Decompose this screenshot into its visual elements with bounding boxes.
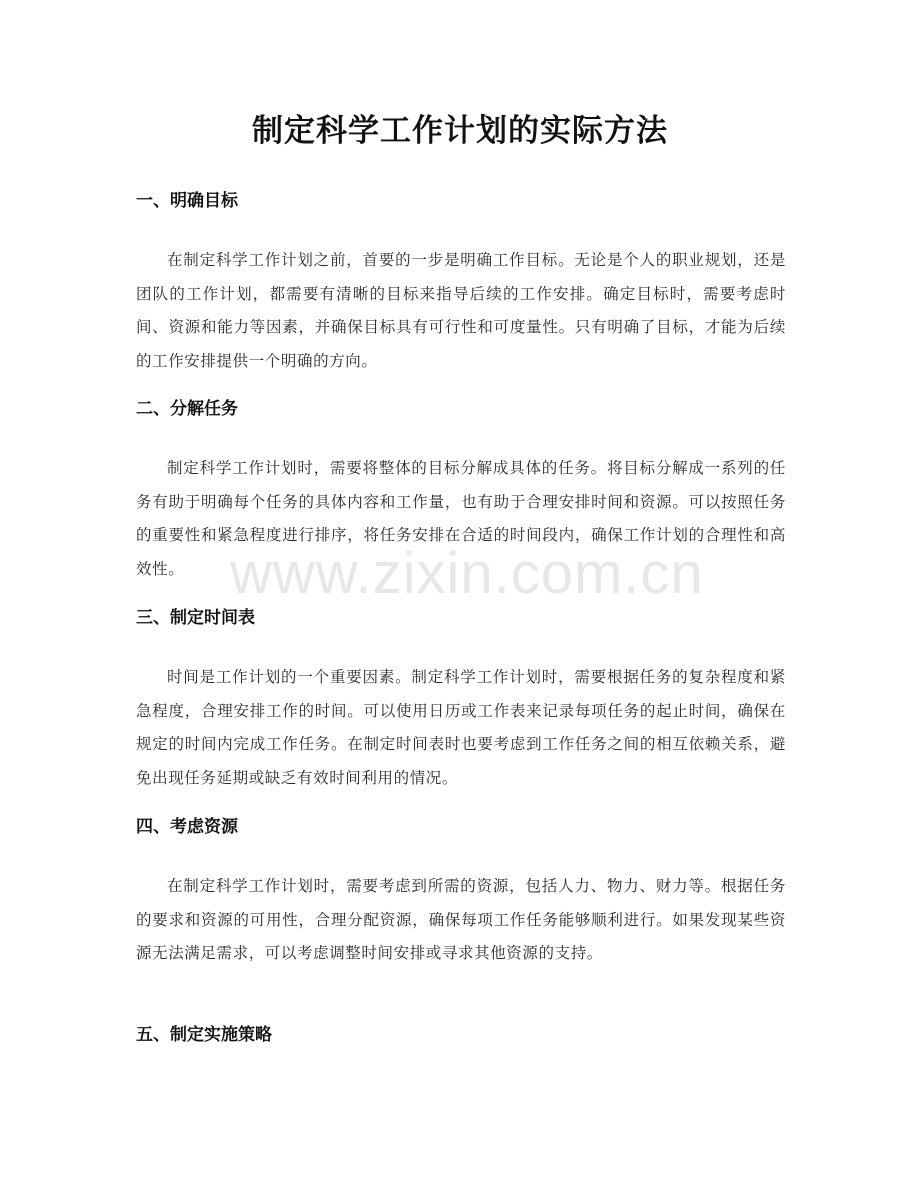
section-heading: 五、制定实施策略 (136, 1025, 272, 1045)
section-1 (136, 188, 786, 378)
document-title: 制定科学工作计划的实际方法 (252, 113, 668, 149)
section-heading: 四、考虑资源 (136, 817, 238, 837)
watermark: www.zixin.com.cn (230, 541, 704, 606)
section-paragraph: 制定科学工作计划时，需要将整体的目标分解成具体的任务。将目标分解成一系列的任务有助于明确每个任务的具体内容和工作量，也有助于合理安排时间和资源。可以按照任务的重要性和紧急程度进行排序，将任务安排在合适的时间段内，确保工作计划的合理性和高效性。 (136, 459, 786, 578)
section-paragraph: 时间是工作计划的一个重要因素。制定科学工作计划时，需要根据任务的复杂程度和紧急程度，合理安排工作的时间。可以使用日历或工作表来记录每项任务的起止时间，确保在规定的时间内完成工作任务。在制定时间表时也要考虑到工作任务之间的相互依赖关系，避免出现任务延期或缺乏有效时间利用的情况。 (136, 668, 786, 787)
section-paragraph: 在制定科学工作计划时，需要考虑到所需的资源，包括人力、物力、财力等。根据任务的要求和资源的可用性，合理分配资源，确保每项工作任务能够顺利进行。如果发现某些资源无法满足需求，可以考虑调整时间安排或寻求其他资源的支持。 (136, 877, 786, 962)
section-heading: 二、分解任务 (136, 399, 238, 419)
section-heading: 一、明确目标 (136, 191, 238, 211)
section-3 (136, 605, 786, 795)
section-heading: 三、制定时间表 (136, 608, 255, 628)
section-2 (136, 396, 786, 586)
section-5 (136, 1022, 786, 1048)
section-paragraph: 在制定科学工作计划之前，首要的一步是明确工作目标。无论是个人的职业规划，还是团队的工作计划，都需要有清晰的目标来指导后续的工作安排。确定目标时，需要考虑时间、资源和能力等因素，并确保目标具有可行性和可度量性。只有明确了目标，才能为后续的工作安排提供一个明确的方向。 (136, 251, 786, 370)
section-4 (136, 814, 786, 971)
